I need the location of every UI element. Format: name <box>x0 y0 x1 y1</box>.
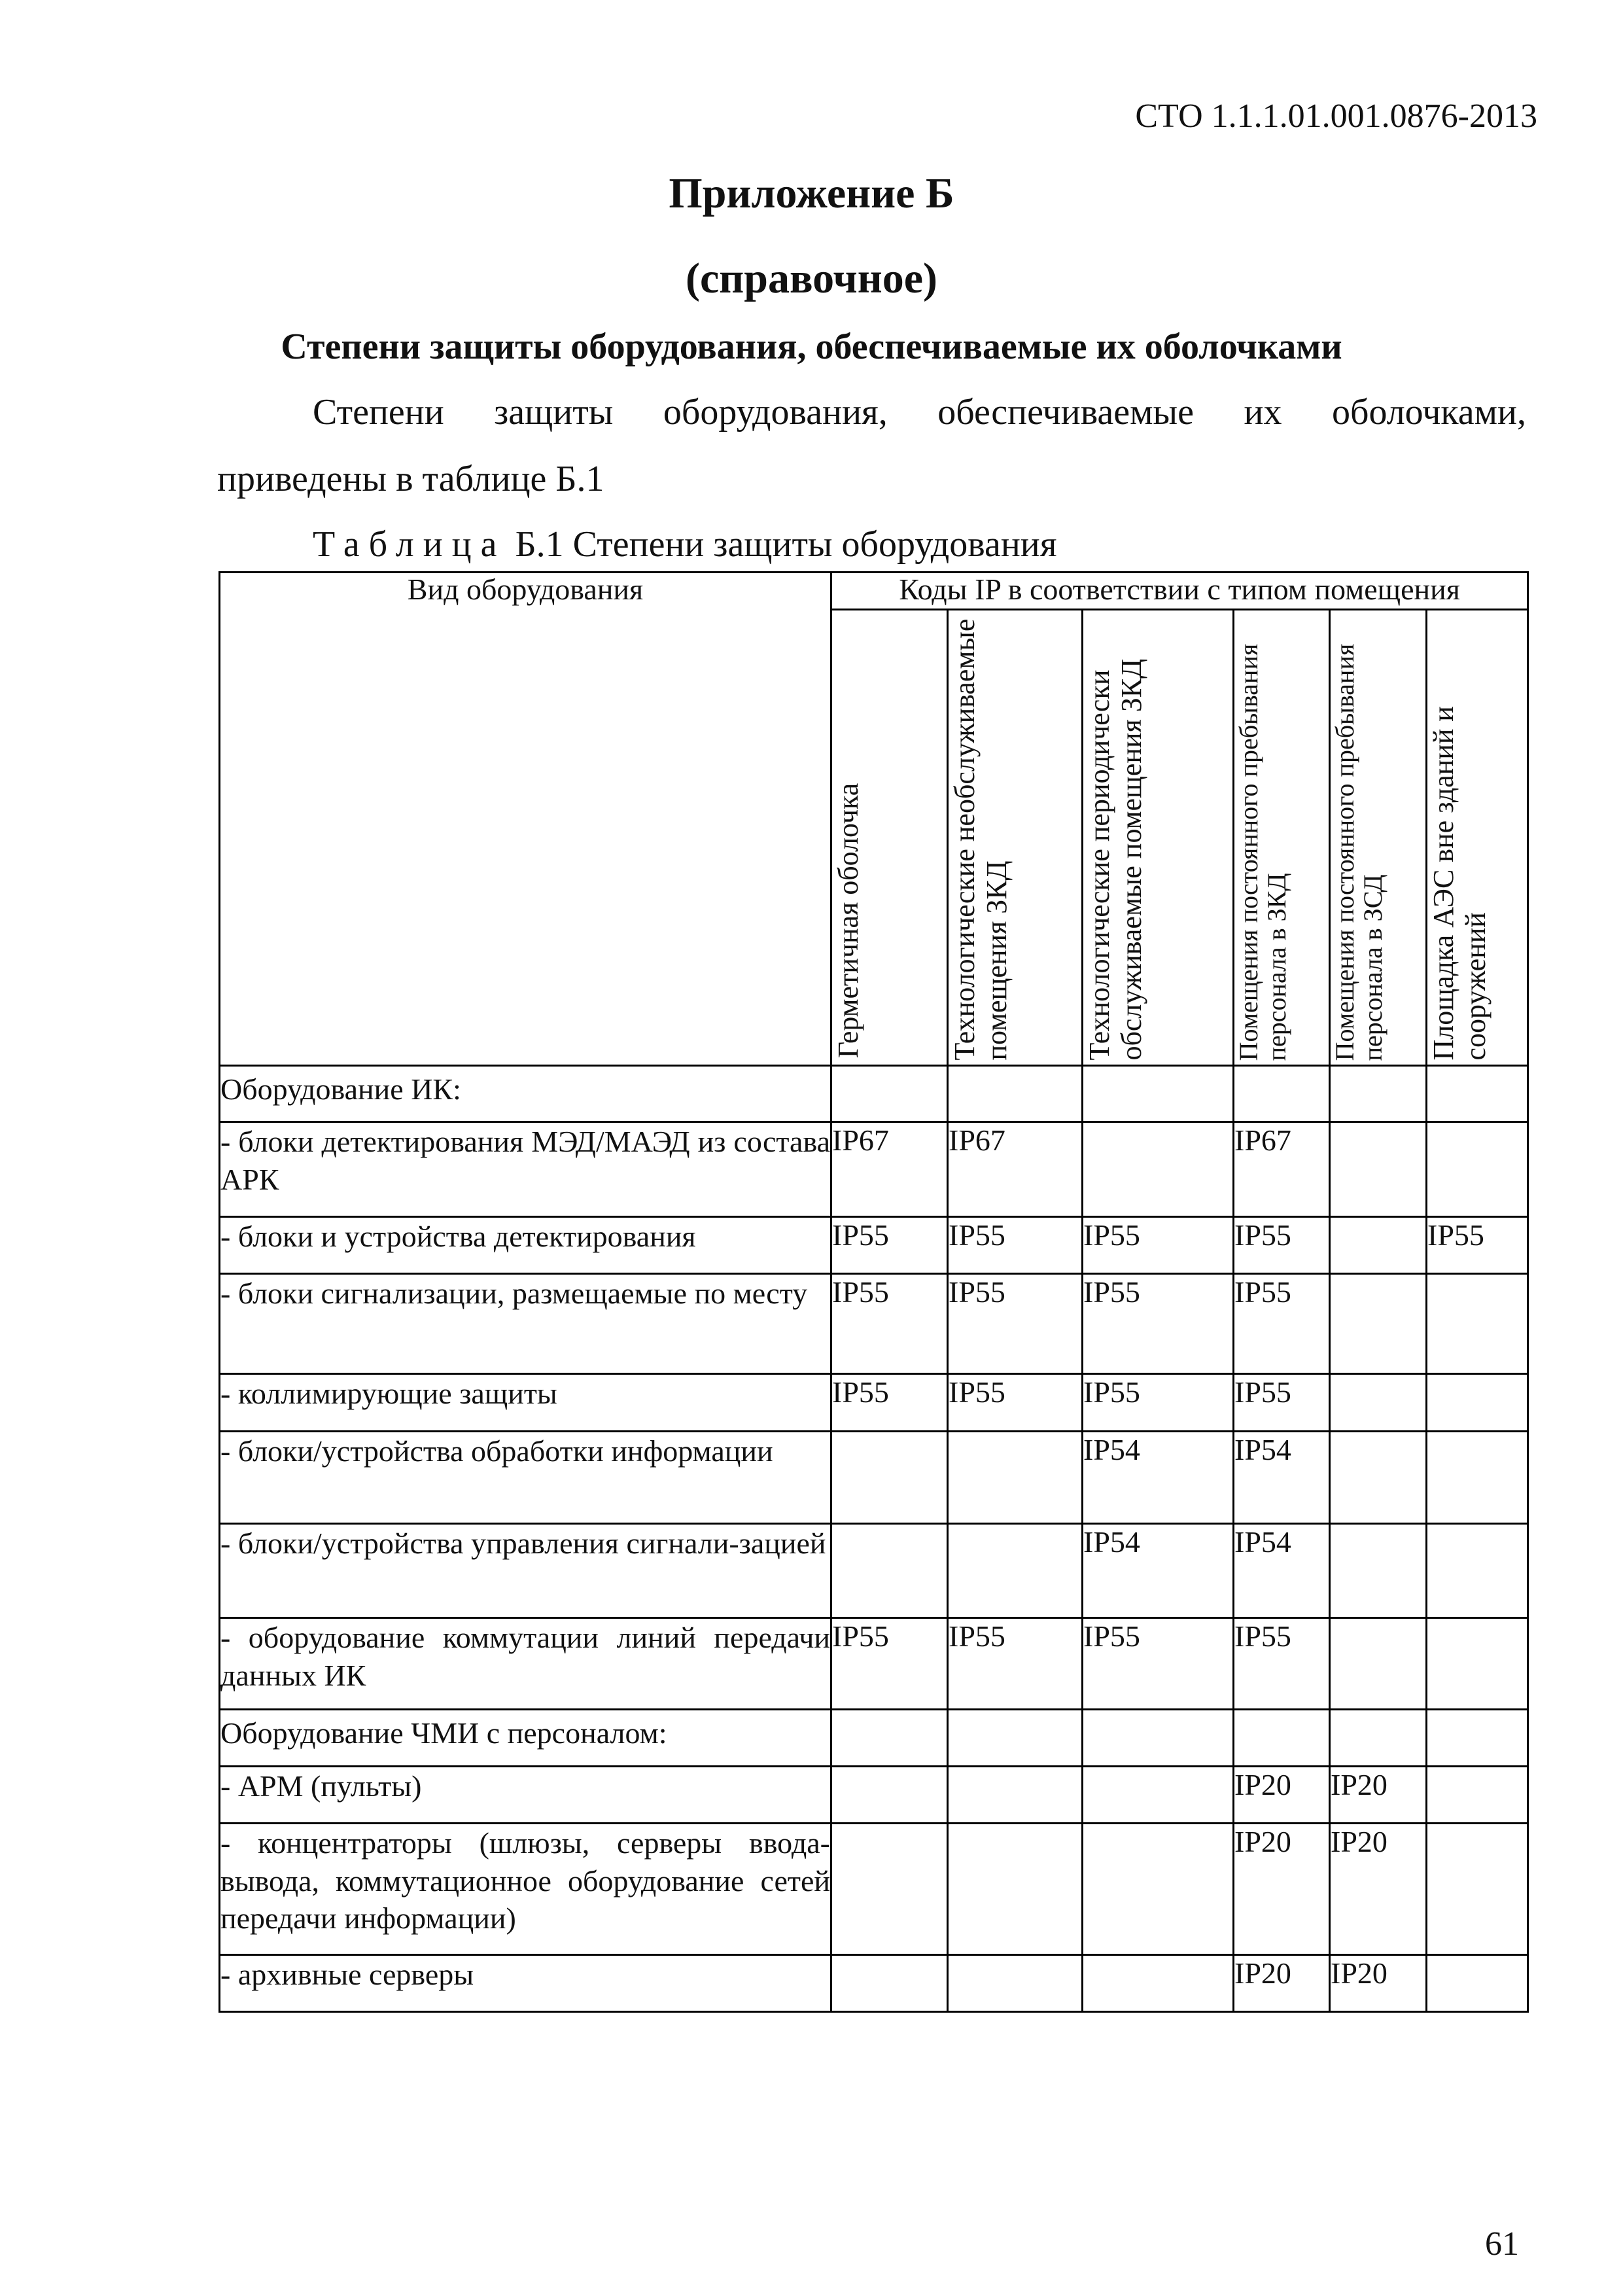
ip-code-cell: IP20 <box>1234 1955 1330 2012</box>
ip-code-cell: IP67 <box>948 1122 1083 1217</box>
column-header-unattended-rooms: Технологические необслуживаемые помещения ЗКД <box>948 610 1083 1066</box>
ip-code-cell: IP20 <box>1234 1767 1330 1824</box>
row-label: - блоки детектирования МЭД/МАЭД из состава АРК <box>220 1122 831 1217</box>
ip-code-cell: IP20 <box>1330 1824 1427 1955</box>
ip-code-cell <box>948 1066 1083 1122</box>
ip-code-cell: IP55 <box>948 1274 1083 1374</box>
table-row <box>220 1524 1528 1618</box>
row-label: - концентраторы (шлюзы, серверы ввода-вывода, коммутационное оборудование сетей передачи информации) <box>220 1824 831 1955</box>
ip-code-cell <box>1083 1955 1234 2012</box>
table-caption-label: Таблица <box>313 524 506 565</box>
ip-code-cell <box>948 1710 1083 1767</box>
row-label: - оборудование коммутации линий передачи данных ИК <box>220 1618 831 1710</box>
row-label: - блоки/устройства обработки информации <box>220 1432 831 1524</box>
ip-code-cell: IP54 <box>1083 1432 1234 1524</box>
ip-code-cell: IP55 <box>1234 1217 1330 1274</box>
page-number: 61 <box>1485 2225 1519 2263</box>
ip-code-cell <box>1427 1122 1528 1217</box>
table-row <box>220 1217 1528 1274</box>
ip-code-cell <box>948 1524 1083 1618</box>
ip-code-cell <box>1083 1824 1234 1955</box>
table-row <box>220 1955 1528 2012</box>
ip-code-cell: IP20 <box>1330 1767 1427 1824</box>
ip-code-cell <box>831 1824 948 1955</box>
ip-code-cell: IP55 <box>1083 1618 1234 1710</box>
ip-codes-header: Коды IP в соответствии с типом помещения <box>831 573 1528 610</box>
ip-code-cell <box>1083 1122 1234 1217</box>
ip-code-cell: IP55 <box>1083 1374 1234 1432</box>
column-header-outdoor-site: Площадка АЭС вне зданий и сооружений <box>1427 610 1528 1066</box>
ip-code-cell <box>1330 1066 1427 1122</box>
ip-code-cell: IP54 <box>1234 1432 1330 1524</box>
ip-code-cell: IP55 <box>831 1374 948 1432</box>
ip-code-cell <box>1234 1710 1330 1767</box>
row-label: - АРМ (пульты) <box>220 1767 831 1824</box>
column-header-sealed-enclosure: Герметичная оболочка <box>831 610 948 1066</box>
table-body <box>220 1066 1528 2012</box>
ip-code-cell <box>1330 1274 1427 1374</box>
ip-code-cell <box>831 1524 948 1618</box>
ip-code-cell <box>1427 1710 1528 1767</box>
column-header-periodically-attended-rooms: Технологические периодически обслуживаемые помещения ЗКД <box>1083 610 1234 1066</box>
row-label: Оборудование ЧМИ с персоналом: <box>220 1710 831 1767</box>
ip-code-cell <box>1234 1066 1330 1122</box>
section-heading: Степени защиты оборудования, обеспечиваемые их оболочками <box>281 327 1342 367</box>
ip-code-cell <box>1330 1618 1427 1710</box>
ip-code-cell: IP55 <box>948 1374 1083 1432</box>
ip-code-cell <box>1330 1710 1427 1767</box>
ip-code-cell <box>1330 1374 1427 1432</box>
ip-code-cell <box>831 1955 948 2012</box>
column-header-permanent-staff-zsd: Помещения постоянного пребывания персонала в ЗСД <box>1330 610 1427 1066</box>
ip-code-cell: IP54 <box>1083 1524 1234 1618</box>
intro-paragraph-line1: Степени защиты оборудования, обеспечиваемые их оболочками, <box>313 392 1526 433</box>
table-caption-text: Б.1 Степени защиты оборудования <box>515 524 1057 565</box>
ip-code-cell <box>1427 1767 1528 1824</box>
ip-code-cell <box>1083 1710 1234 1767</box>
ip-code-cell <box>948 1824 1083 1955</box>
intro-paragraph-line2: приведены в таблице Б.1 <box>217 459 604 499</box>
ip-code-cell: IP67 <box>1234 1122 1330 1217</box>
table-row <box>220 1122 1528 1217</box>
column-header-permanent-staff-zkd: Помещения постоянного пребывания персонала в ЗКД <box>1234 610 1330 1066</box>
ip-code-cell: IP55 <box>948 1217 1083 1274</box>
ip-code-cell: IP55 <box>1234 1374 1330 1432</box>
table-row <box>220 1432 1528 1524</box>
ip-code-cell <box>831 1432 948 1524</box>
ip-code-cell <box>1330 1432 1427 1524</box>
appendix-title: Приложение Б <box>669 169 954 217</box>
document-code: СТО 1.1.1.01.001.0876-2013 <box>1135 97 1537 135</box>
ip-code-cell: IP54 <box>1234 1524 1330 1618</box>
ip-code-cell: IP55 <box>831 1217 948 1274</box>
row-label: - блоки сигнализации, размещаемые по месту <box>220 1274 831 1374</box>
ip-code-cell <box>1427 1274 1528 1374</box>
table-row <box>220 1274 1528 1374</box>
ip-code-cell <box>1427 1066 1528 1122</box>
ip-code-cell <box>948 1955 1083 2012</box>
ip-code-cell: IP55 <box>1427 1217 1528 1274</box>
ip-code-cell <box>1330 1122 1427 1217</box>
ip-code-cell: IP20 <box>1234 1824 1330 1955</box>
ip-code-cell <box>1427 1618 1528 1710</box>
ip-code-cell: IP55 <box>1234 1274 1330 1374</box>
ip-code-cell: IP20 <box>1330 1955 1427 2012</box>
table-row <box>220 1710 1528 1767</box>
ip-code-cell: IP67 <box>831 1122 948 1217</box>
ip-code-cell: IP55 <box>948 1618 1083 1710</box>
table-row <box>220 1824 1528 1955</box>
row-label: - коллимирующие защиты <box>220 1374 831 1432</box>
ip-code-cell: IP55 <box>831 1618 948 1710</box>
table-row <box>220 1618 1528 1710</box>
row-label: - архивные серверы <box>220 1955 831 2012</box>
appendix-subtitle: (справочное) <box>685 255 937 302</box>
ip-code-cell: IP55 <box>831 1274 948 1374</box>
ip-code-cell <box>948 1432 1083 1524</box>
ip-code-cell <box>1330 1524 1427 1618</box>
ip-code-cell <box>948 1767 1083 1824</box>
ip-code-cell: IP55 <box>1083 1217 1234 1274</box>
table-caption <box>313 523 1057 565</box>
ip-code-cell <box>1427 1824 1528 1955</box>
ip-code-cell <box>831 1710 948 1767</box>
table-row <box>220 1066 1528 1122</box>
ip-codes-table <box>218 571 1529 2013</box>
ip-code-cell <box>831 1767 948 1824</box>
ip-code-cell <box>1083 1767 1234 1824</box>
ip-code-cell <box>1427 1955 1528 2012</box>
ip-code-cell <box>1427 1524 1528 1618</box>
ip-code-cell <box>1330 1217 1427 1274</box>
ip-code-cell: IP55 <box>1234 1618 1330 1710</box>
ip-code-cell <box>1427 1374 1528 1432</box>
equipment-type-header: Вид оборудования <box>220 573 831 1066</box>
ip-code-cell: IP55 <box>1083 1274 1234 1374</box>
row-label: - блоки/устройства управления сигнали-зацией <box>220 1524 831 1618</box>
ip-code-cell <box>1083 1066 1234 1122</box>
ip-code-cell <box>1427 1432 1528 1524</box>
table-row <box>220 1374 1528 1432</box>
table-row <box>220 1767 1528 1824</box>
ip-code-cell <box>831 1066 948 1122</box>
row-label: Оборудование ИК: <box>220 1066 831 1122</box>
row-label: - блоки и устройства детектирования <box>220 1217 831 1274</box>
